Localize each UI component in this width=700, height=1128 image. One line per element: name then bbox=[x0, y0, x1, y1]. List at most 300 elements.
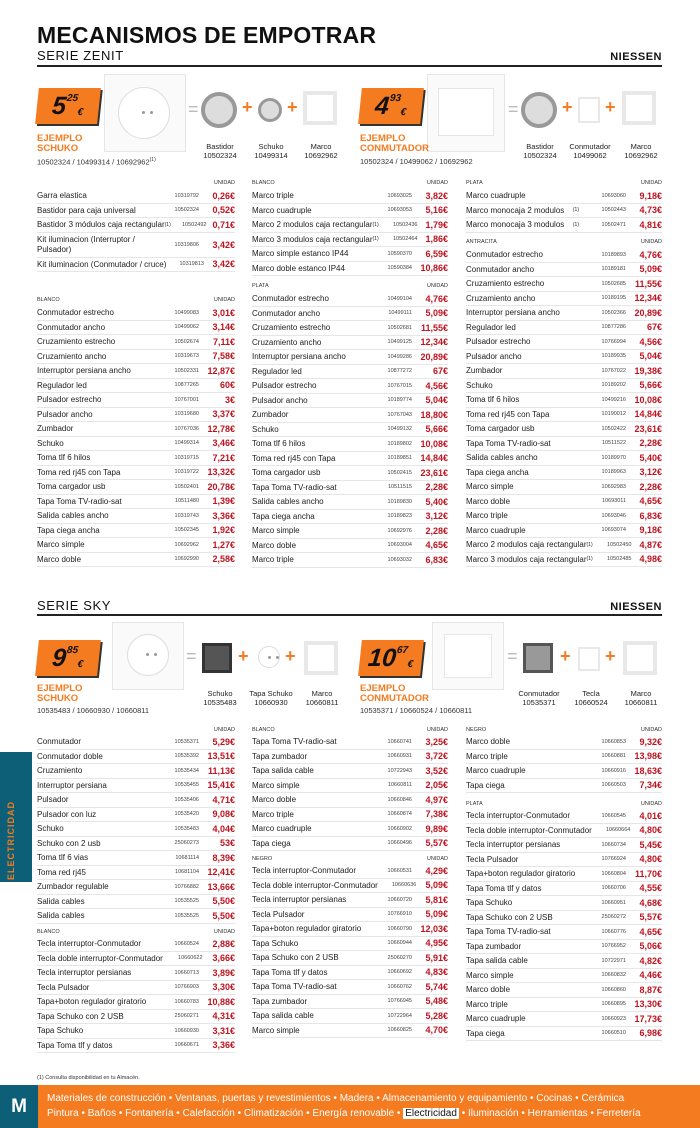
unit-header: UNIDAD bbox=[426, 856, 448, 862]
table-row bbox=[466, 911, 662, 926]
table-row bbox=[466, 204, 662, 219]
product-name: Tapa Schuko con 2 USB bbox=[466, 912, 553, 922]
product-code: 10189823 bbox=[387, 513, 412, 520]
product-code: 10722943 bbox=[387, 767, 412, 774]
table-row bbox=[252, 750, 448, 765]
bastidor-image bbox=[521, 92, 557, 128]
part-caption: Tapa Schuko 10660930 bbox=[249, 689, 293, 707]
product-code: 10511515 bbox=[387, 484, 412, 491]
footnote-mark: (1) bbox=[372, 221, 379, 228]
table-row bbox=[252, 307, 448, 322]
product-price: 17,73€ bbox=[634, 1013, 662, 1024]
product-name: Toma tlf 6 vias bbox=[37, 853, 89, 863]
product-name: Cruzamiento ancho bbox=[252, 337, 322, 347]
product-price: 4,46€ bbox=[639, 970, 662, 981]
product-name: Garra elastica bbox=[37, 191, 87, 201]
product-name: Tapa salida cable bbox=[252, 766, 314, 776]
schuko-mech-image bbox=[258, 98, 282, 122]
product-name: Tapa zumbador bbox=[466, 941, 522, 951]
product-price: 9,18€ bbox=[639, 525, 662, 536]
product-name: Salida cables ancho bbox=[252, 497, 324, 507]
product-code: 10660825 bbox=[387, 1027, 412, 1034]
product-code: 10535406 bbox=[174, 796, 199, 803]
product-price: 4,83€ bbox=[425, 967, 448, 978]
product-price: 11,13€ bbox=[207, 765, 235, 776]
product-name: Tecla interruptor-Conmutador bbox=[466, 811, 571, 821]
table-row bbox=[37, 495, 235, 510]
color-header: BLANCO bbox=[37, 297, 60, 303]
product-price: 0,52€ bbox=[212, 205, 235, 216]
product-code: 10319792 bbox=[174, 192, 199, 199]
product-name: Marco simple bbox=[252, 1025, 300, 1035]
product-code: 10190012 bbox=[601, 411, 626, 418]
niessen-logo: NIESSEN bbox=[610, 601, 662, 613]
product-name: Toma red rj45 bbox=[37, 867, 86, 877]
product-code: 10660692 bbox=[387, 969, 412, 976]
product-name: Marco simple bbox=[466, 970, 514, 980]
unit-header: UNIDAD bbox=[426, 283, 448, 289]
product-price: 5,50€ bbox=[212, 896, 235, 907]
product-name: Marco doble estanco IP44 bbox=[252, 263, 345, 273]
table-row bbox=[466, 248, 662, 263]
price-badge: 4 93 € bbox=[358, 88, 424, 124]
product-price: 1,39€ bbox=[212, 496, 235, 507]
product-code: 10502415 bbox=[387, 469, 412, 476]
product-name: Marco monocaja 3 modulos bbox=[466, 220, 565, 230]
product-name: Cruzamiento estrecho bbox=[466, 279, 545, 289]
table-row bbox=[37, 393, 235, 408]
product-code: 10660944 bbox=[387, 940, 412, 947]
table-row bbox=[37, 364, 235, 379]
product-name: Tecla doble interruptor-Conmutador bbox=[37, 953, 163, 963]
marco-image bbox=[623, 641, 657, 675]
product-code: 10692976 bbox=[387, 527, 412, 534]
product-code: 10189970 bbox=[601, 454, 626, 461]
example-codes: 10502324 / 10499062 / 10692962 bbox=[360, 157, 473, 166]
product-name: Tapa+boton regulador giratorio bbox=[252, 924, 362, 934]
product-code: 10692962 bbox=[174, 541, 199, 548]
product-name: Tapa Toma tlf y datos bbox=[252, 967, 328, 977]
conmutador-image bbox=[578, 97, 600, 123]
product-code: 10502324 bbox=[174, 207, 199, 214]
table-row bbox=[252, 908, 448, 923]
product-code: 10319722 bbox=[174, 469, 199, 476]
product-price: 11,70€ bbox=[634, 868, 662, 879]
part-caption: Marco 10692962 bbox=[304, 142, 338, 160]
schuko-mech-image bbox=[202, 643, 232, 673]
product-code: 10499083 bbox=[174, 309, 199, 316]
table-row bbox=[466, 364, 662, 379]
marco-image bbox=[304, 641, 338, 675]
table-row bbox=[252, 553, 448, 568]
part-caption: Schuko 10499314 bbox=[254, 142, 288, 160]
product-price: 12,03€ bbox=[420, 923, 448, 934]
product-price: 3€ bbox=[224, 394, 235, 405]
table-row bbox=[252, 1024, 448, 1039]
product-price: 5,74€ bbox=[425, 981, 448, 992]
table-row bbox=[37, 451, 235, 466]
table-row bbox=[252, 466, 448, 481]
product-name: Marco monocaja 2 modulos bbox=[466, 205, 565, 215]
product-price: 5,04€ bbox=[425, 395, 448, 406]
product-price: 3,01€ bbox=[212, 307, 235, 318]
product-code: 10660510 bbox=[601, 1030, 626, 1037]
table-row bbox=[466, 553, 662, 568]
product-price: 5,28€ bbox=[425, 1010, 448, 1021]
product-name: Tapa zumbador bbox=[252, 996, 308, 1006]
product-name: Bastidor 3 módulos caja rectangular bbox=[37, 220, 165, 230]
product-name: Tapa ciega ancha bbox=[252, 511, 315, 521]
product-price: 4,68€ bbox=[639, 897, 662, 908]
table-row bbox=[252, 966, 448, 981]
product-code: 10693046 bbox=[601, 512, 626, 519]
product-price: 5,91€ bbox=[425, 952, 448, 963]
product-name: Tapa Schuko con 2 USB bbox=[252, 953, 339, 963]
table-row bbox=[37, 750, 235, 765]
product-code: 10660622 bbox=[178, 955, 203, 962]
product-price: 5,40€ bbox=[639, 452, 662, 463]
product-code: 10502366 bbox=[601, 309, 626, 316]
product-code: 10660930 bbox=[174, 1027, 199, 1034]
product-price: 9,89€ bbox=[425, 823, 448, 834]
color-header: NEGRO bbox=[466, 727, 487, 733]
product-code: 10767001 bbox=[174, 396, 199, 403]
product-price: 4,87€ bbox=[639, 539, 662, 550]
product-code: 10877286 bbox=[601, 324, 626, 331]
product-price: 5,16€ bbox=[425, 205, 448, 216]
product-price: 14,84€ bbox=[420, 453, 448, 464]
product-price: 4,73€ bbox=[639, 205, 662, 216]
product-code: 10660664 bbox=[605, 827, 631, 834]
product-code: 10722964 bbox=[387, 1012, 412, 1019]
product-price: 12,41€ bbox=[207, 867, 235, 878]
product-code: 10766924 bbox=[601, 856, 626, 863]
product-price: 5,66€ bbox=[425, 424, 448, 435]
table-row bbox=[466, 925, 662, 940]
product-price: 11,55€ bbox=[634, 278, 662, 289]
table-row bbox=[466, 524, 662, 539]
page-title: MECANISMOS DE EMPOTRAR bbox=[37, 22, 377, 48]
product-name: Salida cables ancho bbox=[37, 511, 109, 521]
product-code: 10767036 bbox=[174, 425, 199, 432]
table-row bbox=[466, 218, 662, 233]
product-price: 4,81€ bbox=[639, 219, 662, 230]
example-codes: 10502324 / 10499314 / 10692962$^{(1)}$ bbox=[37, 157, 156, 167]
table-row bbox=[466, 735, 662, 750]
table-row bbox=[37, 553, 235, 568]
table-row bbox=[466, 189, 662, 204]
table-row bbox=[37, 866, 235, 881]
product-name: Tapa Toma TV-radio-sat bbox=[37, 496, 122, 506]
product-name: Tecla interruptor-Conmutador bbox=[252, 866, 357, 876]
table-row bbox=[37, 538, 235, 553]
table-row bbox=[37, 1010, 235, 1025]
table-row bbox=[466, 838, 662, 853]
footnote-mark: (1) bbox=[586, 556, 593, 563]
table-row bbox=[252, 793, 448, 808]
product-code: 10660804 bbox=[601, 870, 626, 877]
product-price: 4,76€ bbox=[425, 293, 448, 304]
product-code: 10319715 bbox=[174, 454, 199, 461]
product-name: Marco simple bbox=[252, 780, 300, 790]
unit-header: UNIDAD bbox=[213, 297, 235, 303]
product-name: Pulsador estrecho bbox=[466, 337, 531, 347]
series-sky-title: SERIE SKY bbox=[37, 598, 112, 613]
product-name: Marco doble bbox=[466, 985, 511, 995]
table-row bbox=[466, 867, 662, 882]
product-name: Marco doble bbox=[252, 540, 297, 550]
product-price: 60€ bbox=[219, 380, 235, 391]
product-name: Tapa+boton regulador giratorio bbox=[466, 869, 576, 879]
product-code: 25060273 bbox=[174, 840, 199, 847]
product-price: 5,09€ bbox=[639, 264, 662, 275]
table-row bbox=[466, 954, 662, 969]
product-code: 10502471 bbox=[601, 221, 626, 228]
product-code: 10590370 bbox=[387, 250, 412, 257]
product-price: 20,89€ bbox=[420, 351, 448, 362]
product-code: 10535392 bbox=[174, 753, 199, 760]
table-row bbox=[252, 423, 448, 438]
product-code: 10511522 bbox=[601, 440, 626, 447]
product-price: 3,36€ bbox=[212, 510, 235, 521]
product-price: 3,42€ bbox=[212, 259, 235, 270]
product-code: 10660811 bbox=[387, 782, 412, 789]
product-name: Marco cuadruple bbox=[466, 1014, 526, 1024]
product-name: Conmutador ancho bbox=[252, 308, 321, 318]
product-name: Cruzamiento bbox=[37, 766, 83, 776]
product-name: Schuko bbox=[252, 424, 279, 434]
table-row bbox=[252, 336, 448, 351]
product-name: Marco 2 modulos caja rectangular bbox=[252, 220, 373, 230]
product-name: Interruptor persiana bbox=[37, 780, 107, 790]
product-price: 2,28€ bbox=[639, 481, 662, 492]
product-name: Conmutador bbox=[37, 737, 82, 747]
footnote-mark: (1) bbox=[586, 541, 593, 548]
product-code: 10660931 bbox=[387, 753, 412, 760]
product-price: 13,32€ bbox=[207, 467, 235, 478]
product-price: 1,27€ bbox=[212, 539, 235, 550]
product-price: 12,34€ bbox=[634, 293, 662, 304]
table-row bbox=[252, 995, 448, 1010]
product-price: 10,88€ bbox=[207, 996, 235, 1007]
product-code: 10693074 bbox=[601, 527, 626, 534]
unit-header: UNIDAD bbox=[640, 801, 662, 807]
example-codes: 10535371 / 10660524 / 10660811 bbox=[360, 706, 473, 715]
table-row bbox=[37, 952, 235, 967]
product-code: 10660853 bbox=[601, 738, 626, 745]
product-code: 10660951 bbox=[601, 899, 626, 906]
product-name: Tapa Schuko bbox=[37, 1026, 84, 1036]
table-row bbox=[37, 937, 235, 952]
product-code: 10535371 bbox=[174, 738, 199, 745]
table-row bbox=[252, 922, 448, 937]
table-row bbox=[252, 247, 448, 262]
product-code: 10499314 bbox=[174, 440, 199, 447]
table-row bbox=[252, 879, 448, 894]
price-badge: 5 25 € bbox=[35, 88, 101, 124]
product-code: 10877265 bbox=[174, 382, 199, 389]
part-caption: Marco 10660811 bbox=[305, 689, 339, 707]
table-row bbox=[466, 940, 662, 955]
product-code: 10877272 bbox=[387, 368, 412, 375]
price-badge: 10 67 € bbox=[358, 640, 424, 676]
product-code: 10660783 bbox=[174, 998, 199, 1005]
product-code: 10660902 bbox=[387, 825, 412, 832]
table-row bbox=[466, 466, 662, 481]
table-row bbox=[466, 321, 662, 336]
product-name: Pulsador con luz bbox=[37, 809, 97, 819]
table-row bbox=[466, 437, 662, 452]
table-row bbox=[37, 379, 235, 394]
product-name: Marco triple bbox=[466, 999, 508, 1009]
product-price: 5,81€ bbox=[425, 894, 448, 905]
product-price: 20,89€ bbox=[634, 307, 662, 318]
product-name: Marco triple bbox=[252, 555, 294, 565]
unit-header: UNIDAD bbox=[640, 180, 662, 186]
product-name: Tapa ciega ancha bbox=[37, 525, 100, 535]
product-name: Tecla interruptor persianas bbox=[466, 840, 561, 850]
table-row bbox=[466, 882, 662, 897]
product-name: Cruzamiento ancho bbox=[37, 351, 107, 361]
product-code: 10189935 bbox=[601, 353, 626, 360]
footer-bar bbox=[0, 1085, 700, 1128]
product-price: 7,21€ bbox=[212, 452, 235, 463]
product-name: Regulador led bbox=[466, 322, 516, 332]
product-code: 10722971 bbox=[601, 957, 626, 964]
product-name: Marco 2 modulos caja rectangular bbox=[466, 540, 587, 550]
product-code: 10502674 bbox=[174, 338, 199, 345]
table-row bbox=[252, 822, 448, 837]
product-code: 10660706 bbox=[601, 885, 626, 892]
tecla-image bbox=[578, 647, 600, 671]
product-name: Tapa Toma tlf y datos bbox=[37, 1040, 113, 1050]
product-code: 10189963 bbox=[601, 469, 626, 476]
product-name: Tapa zumbador bbox=[252, 751, 308, 761]
product-code: 10767022 bbox=[601, 367, 626, 374]
price-badge: 9 85 € bbox=[35, 640, 101, 676]
product-code: 10660524 bbox=[174, 940, 199, 947]
product-name: Cruzamiento estrecho bbox=[252, 323, 331, 333]
product-name: Conmutador estrecho bbox=[466, 250, 543, 260]
product-code: 10766910 bbox=[387, 911, 412, 918]
product-price: 6,83€ bbox=[639, 510, 662, 521]
product-code: 10766994 bbox=[601, 338, 626, 345]
product-name: Regulador led bbox=[252, 366, 302, 376]
product-price: 18,63€ bbox=[634, 765, 662, 776]
product-code: 10681114 bbox=[175, 854, 199, 861]
product-code: 10660790 bbox=[387, 925, 412, 932]
product-price: 3,36€ bbox=[212, 1040, 235, 1051]
product-code: 10502345 bbox=[174, 527, 199, 534]
product-code: 10535525 bbox=[174, 898, 199, 905]
table-row bbox=[252, 394, 448, 409]
product-code: 10660503 bbox=[601, 782, 626, 789]
category-side-tab bbox=[0, 752, 32, 882]
product-code: 10660846 bbox=[387, 796, 412, 803]
product-price: 3,37€ bbox=[212, 409, 235, 420]
table-row bbox=[37, 822, 235, 837]
product-price: 2,58€ bbox=[212, 554, 235, 565]
product-price: 5,57€ bbox=[639, 912, 662, 923]
product-name: Tapa Toma TV-radio-sat bbox=[466, 927, 551, 937]
table-row bbox=[466, 422, 662, 437]
marco-image bbox=[303, 91, 337, 125]
product-price: 19,38€ bbox=[634, 365, 662, 376]
footnote-mark: (1) bbox=[372, 236, 379, 243]
product-price: 3,30€ bbox=[212, 982, 235, 993]
tapa-schuko-image bbox=[258, 646, 280, 668]
unit-header: UNIDAD bbox=[426, 727, 448, 733]
part-caption: Marco 10660811 bbox=[624, 689, 658, 707]
table-row bbox=[37, 422, 235, 437]
product-price: 53€ bbox=[219, 838, 235, 849]
product-name: Conmutador doble bbox=[37, 751, 103, 761]
product-price: 4,70€ bbox=[425, 1025, 448, 1036]
product-code: 10660496 bbox=[387, 840, 412, 847]
product-code: 10766952 bbox=[601, 943, 626, 950]
product-price: 6,59€ bbox=[425, 248, 448, 259]
part-caption: Bastidor 10502324 bbox=[203, 142, 237, 160]
product-code: 10660776 bbox=[601, 928, 626, 935]
product-code: 10766945 bbox=[387, 998, 412, 1005]
product-price: 4,95€ bbox=[425, 938, 448, 949]
product-code: 10660881 bbox=[601, 753, 626, 760]
product-code: 10660860 bbox=[601, 986, 626, 993]
product-price: 13,66€ bbox=[207, 881, 235, 892]
product-name: Cruzamiento estrecho bbox=[37, 337, 116, 347]
product-name: Toma cargador usb bbox=[252, 468, 321, 478]
product-price: 4,55€ bbox=[639, 883, 662, 894]
product-price: 3,31€ bbox=[212, 1025, 235, 1036]
product-name: Bastidor para caja universal bbox=[37, 205, 136, 215]
product-name: Tecla interruptor persianas bbox=[252, 895, 347, 905]
color-header: PLATA bbox=[466, 801, 483, 807]
footer-categories[interactable]: Materiales de construcción • Ventanas, puertas y revestimientos • Madera • Almacenamiento y equipamiento • Cocinas • Cerámica bbox=[47, 1093, 625, 1104]
table-row bbox=[252, 379, 448, 394]
table-row bbox=[466, 764, 662, 779]
bastidor-image bbox=[201, 92, 237, 128]
product-name: Tapa ciega ancha bbox=[466, 467, 529, 477]
color-header: PLATA bbox=[252, 283, 269, 289]
table-row bbox=[466, 853, 662, 868]
product-name: Tapa+boton regulador giratorio bbox=[37, 997, 147, 1007]
product-name: Marco doble bbox=[37, 554, 82, 564]
product-price: 1,92€ bbox=[212, 525, 235, 536]
table-row bbox=[252, 481, 448, 496]
product-name: Tapa salida cable bbox=[252, 1011, 314, 1021]
table-row bbox=[252, 365, 448, 380]
table-row bbox=[37, 480, 235, 495]
product-code: 10499132 bbox=[387, 426, 412, 433]
product-price: 5,09€ bbox=[425, 909, 448, 920]
table-row bbox=[466, 480, 662, 495]
table-row bbox=[466, 750, 662, 765]
product-name: Tecla Pulsador bbox=[37, 982, 90, 992]
footer-categories[interactable]: Pintura • Baños • Fontanería • Calefacción • Climatización • Energía renovable • Electricidad • Iluminación • Herramientas • Ferretería bbox=[47, 1108, 641, 1119]
product-name: Tapa Toma tlf y datos bbox=[466, 883, 542, 893]
table-row bbox=[252, 524, 448, 539]
product-name: Marco 3 modulos caja rectangular bbox=[252, 234, 373, 244]
product-price: 5,66€ bbox=[639, 380, 662, 391]
product-name: Tapa ciega bbox=[466, 1028, 505, 1038]
footer-category-selected[interactable]: Electricidad bbox=[405, 1108, 457, 1119]
color-header: BLANCO bbox=[37, 929, 60, 935]
table-row bbox=[466, 983, 662, 998]
product-price: 6,98€ bbox=[639, 1028, 662, 1039]
product-name: Tecla Pulsador bbox=[252, 909, 305, 919]
product-code: 10693053 bbox=[387, 207, 412, 214]
product-name: Tecla interruptor persianas bbox=[37, 968, 132, 978]
